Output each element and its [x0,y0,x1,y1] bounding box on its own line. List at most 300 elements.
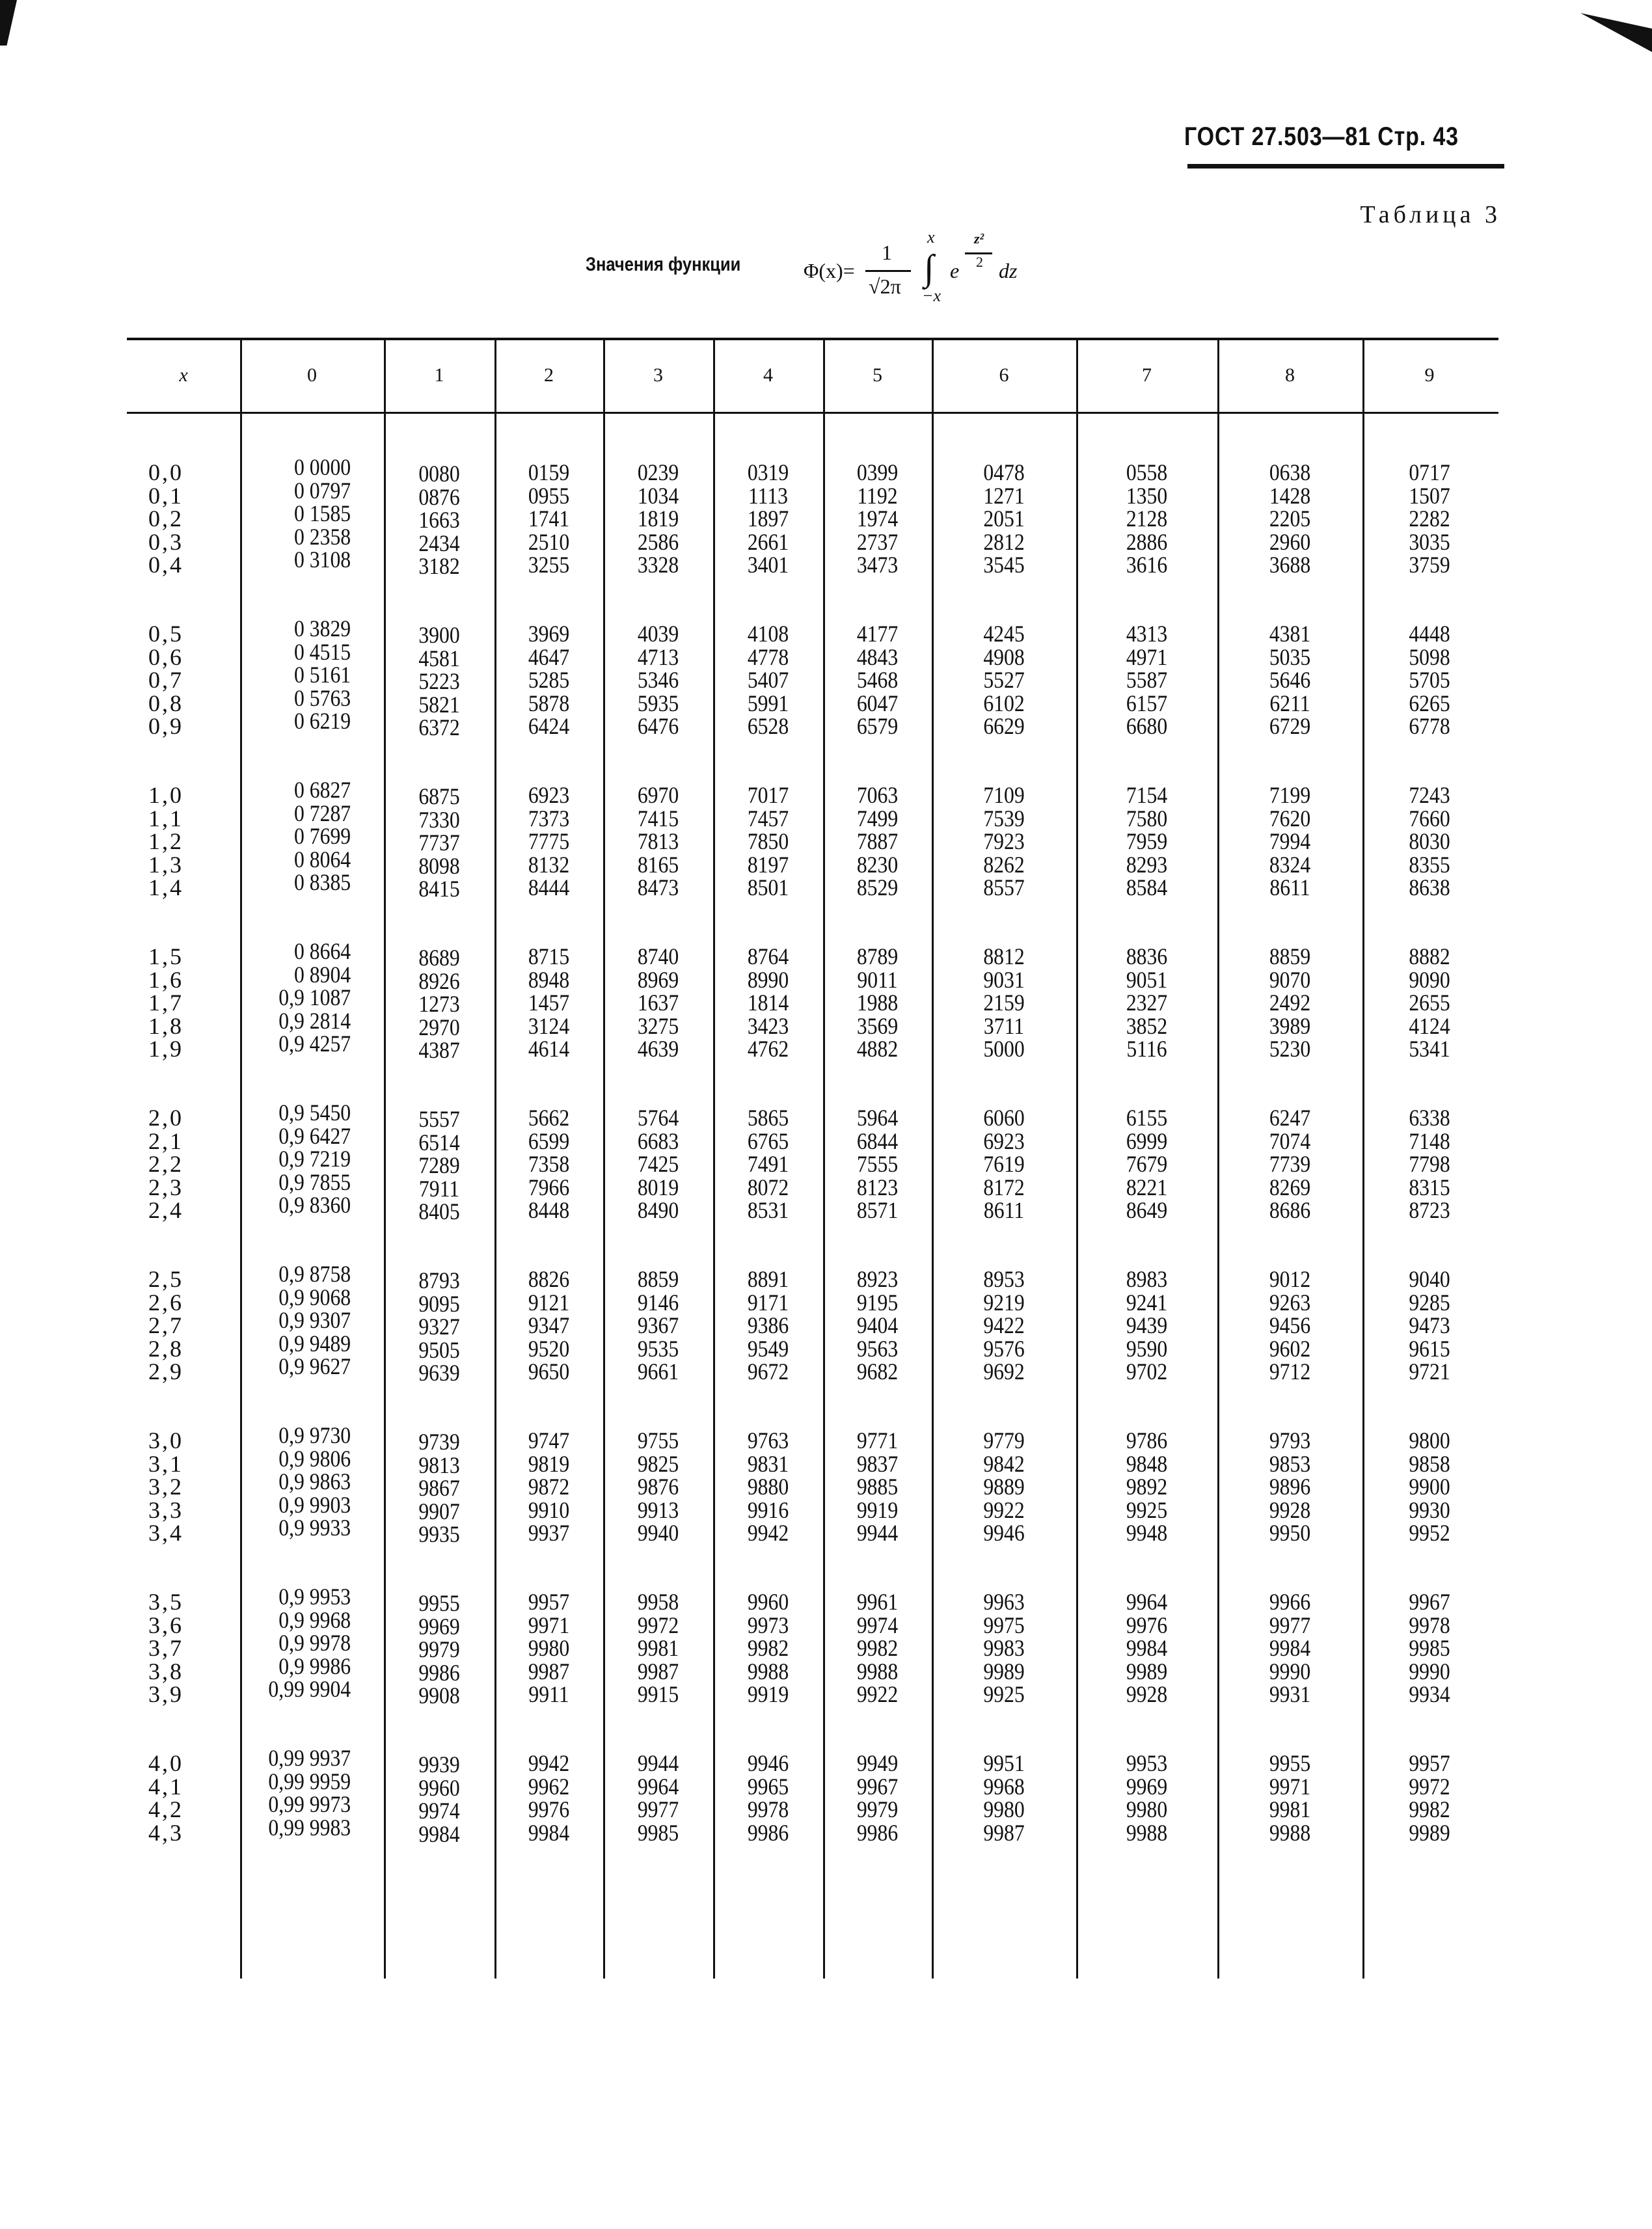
phi-value: 8764 [747,943,789,969]
phi-base-value: 0 1585 [294,500,351,526]
phi-value: 9171 [747,1289,789,1316]
phi-value: 5964 [856,1105,899,1131]
phi-value: 4639 [637,1036,679,1062]
phi-value: 9980 [528,1635,570,1661]
phi-value: 9964 [637,1773,679,1800]
phi-value: 9347 [528,1312,570,1338]
phi-value: 9988 [747,1658,789,1684]
phi-value: 9988 [856,1658,899,1684]
phi-value: 9944 [856,1520,899,1546]
phi-value: 3969 [528,621,570,647]
phi-value: 8501 [747,874,789,900]
phi-value: 8448 [528,1197,570,1223]
x-value: 3,6 [148,1612,183,1638]
phi-value: 9948 [1126,1520,1168,1546]
phi-value: 9969 [418,1613,460,1640]
phi-value: 5346 [637,667,679,693]
phi-value: 0399 [856,459,899,485]
phi-value: 9813 [418,1452,460,1478]
phi-base-value: 0,99 9973 [268,1791,351,1817]
phi-value: 7813 [637,828,679,854]
phi-value: 7017 [747,782,789,808]
phi-value: 8269 [1269,1174,1311,1200]
phi-base-value: 0 3829 [294,615,351,642]
phi-value: 6476 [637,713,679,739]
phi-value: 7911 [418,1175,460,1202]
phi-value: 1663 [418,507,460,533]
phi-value: 7966 [528,1174,570,1200]
phi-value: 9955 [1269,1750,1311,1776]
phi-value: 8315 [1409,1174,1450,1200]
phi-value: 7994 [1269,828,1311,854]
phi-value: 9952 [1409,1520,1450,1546]
x-value: 0,3 [148,528,183,555]
phi-value: 8230 [856,851,899,878]
phi-value: 9919 [747,1681,789,1707]
phi-value: 9974 [418,1798,460,1824]
phi-base-value: 0,9 9953 [278,1584,351,1610]
phi-value: 5764 [637,1105,679,1131]
phi-value: 5662 [528,1105,570,1131]
phi-value: 9908 [418,1682,460,1709]
phi-value: 8923 [856,1266,899,1292]
phi-base-value: 0,9 9978 [278,1630,351,1656]
phi-value: 8123 [856,1174,899,1200]
phi-value: 1034 [637,482,679,509]
phi-value: 9989 [1126,1658,1168,1684]
phi-value: 5878 [528,690,570,716]
phi-value: 9974 [856,1612,899,1638]
phi-value: 9195 [856,1289,899,1316]
phi-value: 9984 [1126,1635,1168,1661]
phi-value: 5035 [1269,643,1311,670]
phi-value: 1271 [983,482,1025,509]
phi-value: 6528 [747,713,789,739]
phi-value: 9876 [637,1474,679,1500]
phi-value: 4039 [637,621,679,647]
phi-value: 1819 [637,506,679,532]
phi-value: 9842 [983,1450,1025,1477]
column-header: 2 [544,364,554,386]
phi-value: 9967 [1409,1589,1450,1615]
phi-base-value: 0,9 2814 [278,1007,351,1034]
phi-value: 2492 [1269,990,1311,1016]
phi-value: 8891 [747,1266,789,1292]
phi-value: 5935 [637,690,679,716]
phi-value: 0717 [1409,459,1450,485]
phi-value: 9650 [528,1358,570,1385]
phi-value: 9982 [1409,1796,1450,1822]
phi-value: 9987 [637,1658,679,1684]
phi-value: 7660 [1409,805,1450,831]
phi-value: 9121 [528,1289,570,1316]
x-value: 1,5 [148,943,183,969]
phi-value: 9922 [856,1681,899,1707]
phi-value: 3423 [747,1012,789,1039]
x-value: 2,4 [148,1197,183,1223]
phi-value: 3569 [856,1012,899,1039]
scan-corner-mark [0,0,17,46]
exponent-denominator: 2 [976,254,983,270]
column-header: 6 [999,364,1009,386]
phi-value: 9981 [1269,1796,1311,1822]
phi-value: 7373 [528,805,570,831]
phi-value: 9907 [418,1498,460,1524]
phi-value: 6923 [983,1128,1025,1154]
phi-base-value: 0 0000 [294,454,351,480]
phi-value: 1113 [748,482,788,509]
phi-value: 9958 [637,1589,679,1615]
phi-value: 9928 [1269,1496,1311,1523]
phi-value: 9892 [1126,1474,1168,1500]
phi-value: 9793 [1269,1427,1311,1453]
column-header: 8 [1285,364,1295,386]
phi-value: 6844 [856,1128,899,1154]
column-divider [240,339,242,1979]
phi-value: 9672 [747,1358,789,1385]
x-value: 2,3 [148,1174,183,1200]
phi-base-value: 0,9 5450 [278,1100,351,1126]
phi-value: 3711 [983,1012,1025,1039]
x-value: 0,8 [148,690,183,716]
phi-value: 9935 [418,1521,460,1547]
phi-value: 9984 [528,1819,570,1846]
phi-value: 6970 [637,782,679,808]
phi-value: 9931 [1269,1681,1311,1707]
x-value: 3,9 [148,1681,183,1707]
phi-value: 6599 [528,1128,570,1154]
phi-value: 9535 [637,1335,679,1362]
phi-value: 8990 [747,966,789,993]
phi-value: 9615 [1409,1335,1450,1362]
column-divider [713,339,715,1979]
phi-value: 9987 [528,1658,570,1684]
phi-value: 1897 [747,506,789,532]
phi-value: 7243 [1409,782,1450,808]
phi-value: 9968 [983,1773,1025,1800]
phi-value: 8812 [983,943,1025,969]
phi-value: 9889 [983,1474,1025,1500]
formula-denominator: √2π [869,275,901,298]
phi-value: 8793 [418,1267,460,1293]
phi-value: 7425 [637,1151,679,1177]
phi-value: 0478 [983,459,1025,485]
phi-value: 2051 [983,506,1025,532]
phi-value: 9012 [1269,1266,1311,1292]
phi-value: 0558 [1126,459,1168,485]
x-value: 2,9 [148,1358,183,1385]
phi-value: 8836 [1126,943,1168,969]
phi-value: 2737 [856,528,899,555]
phi-value: 4971 [1126,643,1168,670]
phi-value: 9885 [856,1474,899,1500]
phi-value: 8983 [1126,1266,1168,1292]
column-header: 5 [873,364,882,386]
phi-value: 2510 [528,528,570,555]
phi-value: 9682 [856,1358,899,1385]
phi-value: 9978 [1409,1612,1450,1638]
x-value: 2,0 [148,1105,183,1131]
phi-value: 7415 [637,805,679,831]
phi-value: 2128 [1126,506,1168,532]
phi-value: 8529 [856,874,899,900]
phi-value: 9853 [1269,1450,1311,1477]
phi-value: 4448 [1409,621,1450,647]
phi-base-value: 0 3108 [294,547,351,573]
phi-value: 8221 [1126,1174,1168,1200]
phi-value: 9910 [528,1496,570,1523]
phi-value: 6060 [983,1105,1025,1131]
x-value: 4,2 [148,1796,183,1822]
phi-base-value: 0,99 9959 [268,1768,351,1794]
phi-value: 9961 [856,1589,899,1615]
phi-base-value: 0,9 8360 [278,1192,351,1218]
phi-value: 4713 [637,643,679,670]
column-divider [603,339,605,1979]
phi-value: 7798 [1409,1151,1450,1177]
phi-value: 6211 [1269,690,1310,716]
phi-value: 5098 [1409,643,1450,670]
phi-value: 3900 [418,622,460,648]
phi-value: 8715 [528,943,570,969]
phi-value: 6629 [983,713,1025,739]
column-header: 9 [1424,364,1435,386]
phi-value: 9241 [1126,1289,1168,1316]
phi-base-value: 0 5763 [294,684,351,711]
phi-value: 9985 [637,1819,679,1846]
phi-value: 9219 [983,1289,1025,1316]
phi-value: 9473 [1409,1312,1450,1338]
phi-base-value: 0,9 9068 [278,1284,351,1310]
phi-value: 9976 [1126,1612,1168,1638]
formula-lhs: Φ(x)= [804,259,855,282]
phi-value: 9973 [747,1612,789,1638]
phi-value: 7775 [528,828,570,854]
phi-value: 1814 [747,990,789,1016]
x-value: 2,7 [148,1312,183,1338]
phi-value: 9937 [528,1520,570,1546]
phi-value: 8030 [1409,828,1450,854]
phi-value: 9872 [528,1474,570,1500]
phi-base-value: 0,9 9489 [278,1330,351,1357]
phi-value: 9915 [637,1681,679,1707]
phi-value: 9977 [1269,1612,1311,1638]
phi-value: 8019 [637,1174,679,1200]
phi-value: 8969 [637,966,679,993]
phi-value: 9988 [1269,1819,1311,1846]
phi-value: 8686 [1269,1197,1311,1223]
phi-base-value: 0 4515 [294,638,351,665]
phi-value: 4843 [856,643,899,670]
phi-value: 9090 [1409,966,1450,993]
phi-value: 9967 [856,1773,899,1800]
exponent-numerator: z² [974,230,984,247]
phi-value: 5527 [983,667,1025,693]
phi-value: 2970 [418,1014,460,1040]
phi-value: 7887 [856,828,899,854]
phi-value: 9930 [1409,1496,1450,1523]
phi-value: 2960 [1269,528,1311,555]
phi-base-value: 0,9 9968 [278,1606,351,1633]
phi-value: 9263 [1269,1289,1311,1316]
phi-base-value: 0 6219 [294,708,351,734]
phi-value: 9987 [983,1819,1025,1846]
phi-value: 8197 [747,851,789,878]
phi-value: 8415 [418,876,460,902]
column-header: x [179,364,188,386]
phi-value: 8072 [747,1174,789,1200]
phi-value: 7539 [983,805,1025,831]
phi-value: 0955 [528,482,570,509]
phi-base-value: 0 8385 [294,869,351,895]
phi-value: 6999 [1126,1128,1168,1154]
phi-value: 9946 [747,1750,789,1776]
phi-value: 8649 [1126,1197,1168,1223]
phi-value: 9955 [418,1590,460,1616]
header-underline [1187,164,1504,169]
phi-value: 9979 [418,1636,460,1662]
phi-value: 9978 [747,1796,789,1822]
phi-value: 8882 [1409,943,1450,969]
phi-value: 9031 [983,966,1025,993]
phi-value: 8531 [747,1197,789,1223]
phi-value: 8826 [528,1266,570,1292]
phi-base-value: 0,99 9904 [268,1676,351,1702]
phi-value: 5468 [856,667,899,693]
phi-value: 4381 [1269,621,1311,647]
phi-value: 2282 [1409,506,1450,532]
phi-value: 9456 [1269,1312,1311,1338]
phi-base-value: 0 7287 [294,800,351,826]
phi-value: 9976 [528,1796,570,1822]
column-divider [494,339,496,1979]
column-header: 7 [1142,364,1152,386]
x-value: 4,0 [148,1750,183,1776]
phi-value: 5407 [747,667,789,693]
phi-value: 8859 [1269,943,1311,969]
formula-numerator: 1 [882,241,892,264]
column-divider [1076,339,1078,1979]
phi-value: 7923 [983,828,1025,854]
phi-value: 9951 [983,1750,1025,1776]
phi-value: 9981 [637,1635,679,1661]
integral-sign: ∫ [924,248,934,288]
phi-value: 9934 [1409,1681,1450,1707]
phi-value: 3275 [637,1012,679,1039]
x-value: 2,5 [148,1266,183,1292]
phi-value: 9965 [747,1773,789,1800]
phi-base-value: 0,9 9627 [278,1353,351,1379]
phi-value: 9960 [747,1589,789,1615]
phi-value: 7148 [1409,1128,1450,1154]
x-value: 0,0 [148,459,183,485]
phi-base-value: 0,9 4257 [278,1031,351,1057]
x-value: 2,1 [148,1128,183,1154]
phi-value: 9825 [637,1450,679,1477]
x-value: 2,8 [148,1335,183,1362]
phi-base-value: 0 8664 [294,938,351,964]
table-header-rule [127,412,1498,414]
phi-value: 9911 [528,1681,569,1707]
phi-value: 9327 [418,1314,460,1340]
phi-value: 9949 [856,1750,899,1776]
column-header: 4 [763,364,773,386]
phi-value: 1507 [1409,482,1450,509]
phi-value: 7491 [747,1151,789,1177]
phi-value: 5821 [418,691,460,718]
column-divider [932,339,934,1979]
phi-value: 8098 [418,852,460,879]
x-value: 0,7 [148,667,183,693]
phi-value: 9880 [747,1474,789,1500]
column-header: 1 [434,364,444,386]
phi-value: 9957 [528,1589,570,1615]
phi-value: 9960 [418,1774,460,1801]
x-value: 3,2 [148,1474,183,1500]
phi-value: 9913 [637,1496,679,1523]
phi-value: 9763 [747,1427,789,1453]
phi-value: 8584 [1126,874,1168,900]
x-value: 3,5 [148,1589,183,1615]
phi-base-value: 0 2358 [294,523,351,550]
phi-value: 8132 [528,851,570,878]
phi-value: 7619 [983,1151,1025,1177]
phi-value: 6683 [637,1128,679,1154]
phi-value: 8293 [1126,851,1168,878]
phi-value: 5557 [418,1106,460,1132]
phi-value: 7109 [983,782,1025,808]
column-divider [823,339,825,1979]
phi-value: 9980 [983,1796,1025,1822]
phi-value: 9639 [418,1360,460,1386]
phi-value: 7499 [856,805,899,831]
phi-value: 8611 [983,1197,1025,1223]
phi-value: 9990 [1269,1658,1311,1684]
phi-value: 9971 [528,1612,570,1638]
phi-value: 5116 [1126,1036,1167,1062]
phi-value: 7063 [856,782,899,808]
phi-value: 8926 [418,967,460,994]
phi-value: 6765 [747,1128,789,1154]
phi-value: 9977 [637,1796,679,1822]
phi-base-value: 0 8904 [294,961,351,988]
phi-value: 3545 [983,552,1025,578]
phi-value: 9563 [856,1335,899,1362]
phi-value: 1273 [418,991,460,1017]
phi-value: 0080 [418,461,460,487]
fraction-bar [865,270,911,272]
phi-value: 4778 [747,643,789,670]
phi-value: 4581 [418,645,460,671]
phi-value: 9946 [983,1520,1025,1546]
phi-value: 3401 [747,552,789,578]
phi-value: 8723 [1409,1197,1450,1223]
phi-value: 9051 [1126,966,1168,993]
phi-value: 9867 [418,1475,460,1501]
x-value: 0,1 [148,482,183,509]
phi-base-value: 0,9 1087 [278,984,351,1010]
phi-value: 4245 [983,621,1025,647]
x-value: 0,6 [148,643,183,670]
phi-value: 3852 [1126,1012,1168,1039]
phi-value: 9983 [983,1635,1025,1661]
phi-value: 9980 [1126,1796,1168,1822]
x-value: 0,5 [148,621,183,647]
phi-value: 9922 [983,1496,1025,1523]
phi-value: 6247 [1269,1105,1311,1131]
phi-value: 7620 [1269,805,1311,831]
column-header: 0 [307,364,317,386]
